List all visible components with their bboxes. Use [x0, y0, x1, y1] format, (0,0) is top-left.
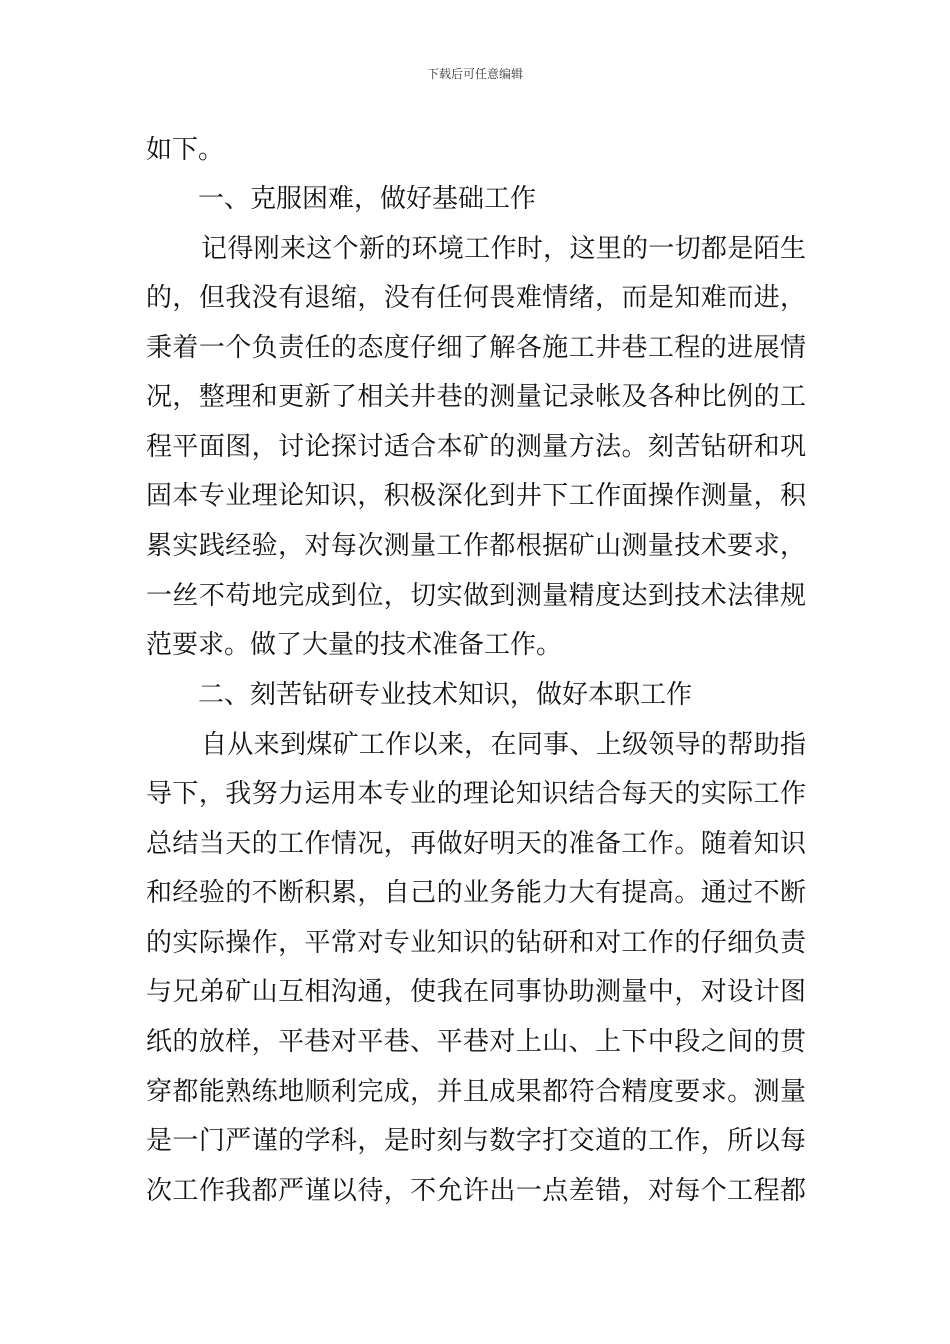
text-line: 累实践经验，对每次测量工作都根据矿山测量技术要求，: [146, 531, 806, 561]
text-line: 程平面图，讨论探讨适合本矿的测量方法。刻苦钻研和巩: [146, 432, 806, 462]
text-line: 与兄弟矿山互相沟通，使我在同事协助测量中，对设计图: [146, 977, 806, 1007]
text-line: 自从来到煤矿工作以来，在同事、上级领导的帮助指: [201, 730, 806, 760]
text-line: 纸的放样，平巷对平巷、平巷对上山、上下中段之间的贯: [146, 1027, 806, 1057]
text-line: 记得刚来这个新的环境工作时，这里的一切都是陌生: [201, 234, 806, 264]
text-line: 的，但我没有退缩，没有任何畏难情绪，而是知难而进，: [146, 283, 806, 313]
text-line: 一丝不苟地完成到位，切实做到测量精度达到技术法律规: [146, 581, 806, 611]
page-header-note: 下载后可任意编辑: [426, 67, 523, 81]
text-line: 次工作我都严谨以待，不允许出一点差错，对每个工程都: [146, 1176, 806, 1206]
text-line: 导下，我努力运用本专业的理论知识结合每天的实际工作: [146, 779, 806, 809]
text-line: 秉着一个负责任的态度仔细了解各施工井巷工程的进展情: [146, 333, 806, 363]
text-line: 况，整理和更新了相关井巷的测量记录帐及各种比例的工: [146, 382, 806, 412]
text-line: 是一门严谨的学科，是时刻与数字打交道的工作，所以每: [146, 1126, 806, 1156]
text-line: 和经验的不断积累，自己的业务能力大有提高。通过不断: [146, 878, 806, 908]
text-line: 穿都能熟练地顺利完成，并且成果都符合精度要求。测量: [146, 1077, 806, 1107]
section-heading-2: 二、刻苦钻研专业技术知识，做好本职工作: [198, 680, 693, 710]
text-line: 范要求。做了大量的技术准备工作。: [146, 630, 563, 660]
section-heading-1: 一、克服困难，做好基础工作: [198, 184, 537, 214]
text-line: 总结当天的工作情况，再做好明天的准备工作。随着知识: [146, 829, 806, 859]
text-line: 如下。: [146, 135, 225, 165]
text-line: 的实际操作，平常对专业知识的钻研和对工作的仔细负责: [146, 928, 806, 958]
text-line: 固本专业理论知识，积极深化到井下工作面操作测量，积: [146, 481, 806, 511]
